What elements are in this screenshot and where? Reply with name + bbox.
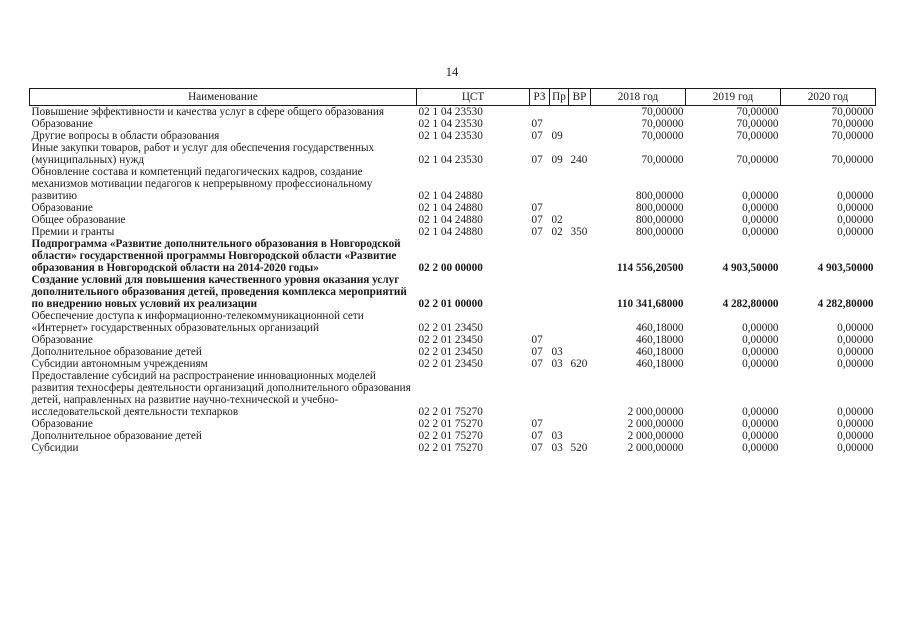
- cell-cst: 02 2 01 75270: [418, 442, 483, 454]
- cell-cst: 02 1 04 24880: [418, 226, 483, 238]
- cell-cst: 02 2 01 23450: [418, 358, 483, 370]
- cell-vr: [569, 118, 591, 130]
- cell-name: Обновление состава и компетенций педагогических кадров, создание механизмов мотивации педагогов к непрерывному профессиональному развитию: [31, 166, 373, 202]
- cell-vr: 520: [570, 442, 588, 454]
- cell-pr: [550, 118, 569, 130]
- cell-vr: [569, 202, 591, 214]
- cell-name: Обеспечение доступа к информационно-телекоммуникационной сети «Интернет» государственных образовательных организаций: [31, 310, 364, 334]
- cell-2019: 70,00000: [736, 106, 779, 118]
- cell-2020: 0,00000: [837, 442, 874, 454]
- table-row: [30, 430, 876, 442]
- cell-2018: 800,00000: [635, 214, 684, 226]
- cell-2020: 0,00000: [837, 406, 874, 418]
- cell-pr: [550, 334, 569, 346]
- cell-2020: 4 282,80000: [817, 298, 874, 310]
- table-row: [30, 274, 876, 310]
- header-name: Наименование: [30, 89, 417, 106]
- cell-2018: 70,00000: [641, 130, 684, 142]
- cell-2019: 0,00000: [742, 190, 779, 202]
- cell-2018: 800,00000: [635, 202, 684, 214]
- cell-name: Дополнительное образование детей: [31, 430, 202, 442]
- cell-2019: 0,00000: [742, 202, 779, 214]
- cell-vr: 620: [570, 358, 588, 370]
- cell-rz: 07: [531, 358, 543, 370]
- header-rz: РЗ: [530, 89, 550, 106]
- cell-pr: [550, 310, 569, 334]
- header-cst: ЦСТ: [417, 89, 530, 106]
- cell-2020: 70,00000: [831, 118, 874, 130]
- cell-2020: 0,00000: [837, 358, 874, 370]
- cell-vr: [569, 214, 591, 226]
- header-2019: 2019 год: [686, 89, 781, 106]
- header-pr: Пр: [550, 89, 569, 106]
- cell-2018: 460,18000: [635, 346, 684, 358]
- cell-cst: 02 1 04 23530: [418, 154, 483, 166]
- table-row: [30, 442, 876, 454]
- cell-2018: 70,00000: [641, 154, 684, 166]
- cell-vr: [569, 334, 591, 346]
- cell-rz: 07: [531, 346, 543, 358]
- cell-2019: 70,00000: [736, 130, 779, 142]
- cell-rz: 07: [531, 202, 543, 214]
- cell-vr: [569, 274, 591, 310]
- cell-cst: 02 2 01 23450: [418, 346, 483, 358]
- cell-pr: 09: [551, 154, 563, 166]
- cell-vr: [569, 310, 591, 334]
- cell-2019: 0,00000: [742, 442, 779, 454]
- cell-rz: [530, 238, 550, 274]
- cell-rz: [530, 274, 550, 310]
- cell-2018: 2 000,00000: [627, 418, 684, 430]
- cell-cst: 02 1 04 24880: [418, 214, 483, 226]
- cell-2018: 2 000,00000: [627, 430, 684, 442]
- cell-cst: 02 1 04 23530: [418, 118, 483, 130]
- cell-2019: 4 903,50000: [722, 262, 779, 274]
- cell-2020: 0,00000: [837, 202, 874, 214]
- budget-table: [29, 88, 876, 454]
- cell-pr: 03: [551, 442, 563, 454]
- cell-rz: [530, 370, 550, 418]
- cell-name: Общее образование: [31, 214, 126, 226]
- cell-rz: 07: [531, 130, 543, 142]
- cell-rz: 07: [531, 430, 543, 442]
- cell-name: Создание условий для повышения качественного уровня оказания услуг дополнительного образования детей, проведения комплекса мероприятий по внедрению новых условий их реализации: [31, 274, 407, 310]
- table-row: [30, 238, 876, 274]
- cell-2019: 0,00000: [742, 346, 779, 358]
- table-row: [30, 418, 876, 430]
- table-row: [30, 142, 876, 166]
- table-row: [30, 226, 876, 238]
- cell-2020: 70,00000: [831, 130, 874, 142]
- cell-rz: 07: [531, 442, 543, 454]
- cell-2020: 0,00000: [837, 346, 874, 358]
- cell-rz: [530, 310, 550, 334]
- table-header-row: [30, 89, 876, 106]
- cell-2019: 0,00000: [742, 406, 779, 418]
- cell-cst: 02 2 01 75270: [418, 430, 483, 442]
- table-body: [30, 106, 876, 455]
- page-number: 14: [445, 65, 459, 79]
- cell-cst: 02 2 01 23450: [418, 322, 483, 334]
- cell-rz: [530, 166, 550, 202]
- table-row: [30, 370, 876, 418]
- table-row: [30, 106, 876, 119]
- cell-2018: 800,00000: [635, 226, 684, 238]
- cell-cst: 02 1 04 23530: [418, 106, 483, 118]
- cell-2018: 2 000,00000: [627, 406, 684, 418]
- cell-2019: 70,00000: [736, 118, 779, 130]
- cell-cst: 02 2 00 00000: [418, 262, 483, 274]
- table-row: [30, 310, 876, 334]
- table-row: [30, 358, 876, 370]
- cell-2020: 4 903,50000: [817, 262, 874, 274]
- cell-2018: 70,00000: [641, 118, 684, 130]
- cell-rz: [530, 106, 550, 119]
- cell-2019: 0,00000: [742, 418, 779, 430]
- cell-pr: [550, 166, 569, 202]
- cell-cst: 02 1 04 23530: [418, 130, 483, 142]
- table-row: [30, 130, 876, 142]
- cell-pr: [550, 202, 569, 214]
- cell-name: Образование: [31, 334, 93, 346]
- cell-pr: [550, 370, 569, 418]
- cell-rz: 07: [531, 154, 543, 166]
- cell-pr: 03: [551, 430, 563, 442]
- cell-pr: 03: [551, 346, 563, 358]
- cell-name: Образование: [31, 118, 93, 130]
- cell-2020: 0,00000: [837, 226, 874, 238]
- cell-cst: 02 2 01 23450: [418, 334, 483, 346]
- cell-2019: 0,00000: [742, 334, 779, 346]
- cell-vr: [569, 130, 591, 142]
- cell-rz: 07: [531, 226, 543, 238]
- cell-2020: 0,00000: [837, 418, 874, 430]
- cell-2018: 460,18000: [635, 322, 684, 334]
- cell-rz: 07: [531, 118, 543, 130]
- table-row: [30, 214, 876, 226]
- cell-name: Подпрограмма «Развитие дополнительного образования в Новгородской области» государственной программы Новгородской области «Развитие образования в Новгородской области на 2014-2020 годы»: [31, 238, 401, 274]
- cell-vr: [569, 346, 591, 358]
- cell-rz: 07: [531, 214, 543, 226]
- cell-name: Образование: [31, 418, 93, 430]
- cell-pr: [550, 418, 569, 430]
- cell-name: Субсидии автономным учреждениям: [31, 358, 208, 370]
- cell-vr: 240: [570, 154, 588, 166]
- cell-2019: 0,00000: [742, 358, 779, 370]
- cell-rz: 07: [531, 334, 543, 346]
- cell-2020: 70,00000: [831, 106, 874, 118]
- cell-vr: [569, 106, 591, 119]
- cell-2019: 4 282,80000: [722, 298, 779, 310]
- cell-2019: 0,00000: [742, 322, 779, 334]
- cell-name: Другие вопросы в области образования: [31, 130, 220, 142]
- cell-2020: 0,00000: [837, 190, 874, 202]
- cell-vr: [569, 238, 591, 274]
- cell-cst: 02 1 04 24880: [418, 202, 483, 214]
- cell-2020: 0,00000: [837, 334, 874, 346]
- cell-2020: 0,00000: [837, 214, 874, 226]
- cell-2018: 110 341,68000: [616, 298, 684, 310]
- cell-2018: 2 000,00000: [627, 442, 684, 454]
- cell-name: Образование: [31, 202, 93, 214]
- cell-2018: 800,00000: [635, 190, 684, 202]
- cell-vr: [569, 166, 591, 202]
- cell-pr: 02: [551, 214, 563, 226]
- cell-cst: 02 1 04 24880: [418, 190, 483, 202]
- table-row: [30, 118, 876, 130]
- cell-2020: 0,00000: [837, 322, 874, 334]
- table-row: [30, 346, 876, 358]
- cell-name: Повышение эффективности и качества услуг в сфере общего образования: [31, 106, 385, 118]
- cell-2018: 460,18000: [635, 358, 684, 370]
- cell-2020: 0,00000: [837, 430, 874, 442]
- table-row: [30, 202, 876, 214]
- cell-name: Иные закупки товаров, работ и услуг для обеспечения государственных (муниципальных) нужд: [31, 142, 375, 166]
- table-row: [30, 166, 876, 202]
- cell-cst: 02 2 01 75270: [418, 418, 483, 430]
- cell-cst: 02 2 01 00000: [418, 298, 483, 310]
- cell-pr: 09: [551, 130, 563, 142]
- cell-2018: 460,18000: [635, 334, 684, 346]
- cell-vr: [569, 418, 591, 430]
- cell-2019: 0,00000: [742, 430, 779, 442]
- cell-name: Премии и гранты: [31, 226, 115, 238]
- cell-pr: [550, 238, 569, 274]
- cell-name: Субсидии: [31, 442, 79, 454]
- cell-2019: 0,00000: [742, 214, 779, 226]
- header-vr: ВР: [569, 89, 591, 106]
- cell-name: Предоставление субсидий на распространение инновационных моделей развития техносферы деятельности организаций дополнительного образования детей, направленных на развитие научно-технической и учебно-исследовательской деятельности техпарков: [31, 370, 411, 418]
- header-2020: 2020 год: [781, 89, 876, 106]
- cell-2020: 70,00000: [831, 154, 874, 166]
- cell-2018: 70,00000: [641, 106, 684, 118]
- cell-pr: [550, 106, 569, 119]
- table-row: [30, 334, 876, 346]
- cell-2018: 114 556,20500: [616, 262, 684, 274]
- cell-vr: [569, 370, 591, 418]
- header-2018: 2018 год: [591, 89, 686, 106]
- cell-pr: [550, 274, 569, 310]
- cell-cst: 02 2 01 75270: [418, 406, 483, 418]
- cell-2019: 0,00000: [742, 226, 779, 238]
- cell-pr: 03: [551, 358, 563, 370]
- cell-vr: 350: [570, 226, 588, 238]
- cell-vr: [569, 430, 591, 442]
- cell-2019: 70,00000: [736, 154, 779, 166]
- cell-pr: 02: [551, 226, 563, 238]
- cell-rz: 07: [531, 418, 543, 430]
- cell-name: Дополнительное образование детей: [31, 346, 202, 358]
